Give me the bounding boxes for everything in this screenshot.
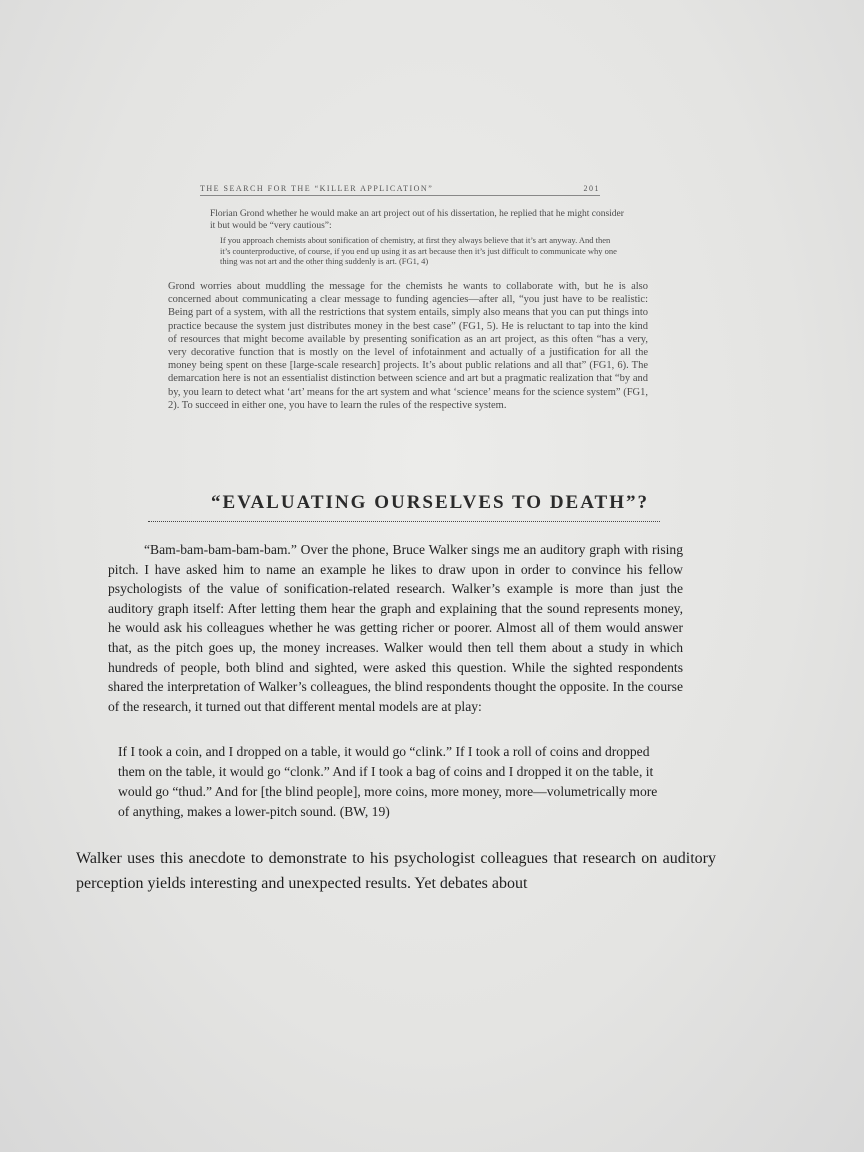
page-number: 201 [583,184,600,193]
paragraph-walker: “Bam-bam-bam-bam-bam.” Over the phone, Bruce Walker sings me an auditory graph with rising pitch. I have asked him to name an example he likes to draw upon in order to convince his fellow psychologists of the value of sonification-related research. Walker’s example is more than just the auditory graph itself: After letting them hear the graph and explaining that the sound represents money, he would ask his colleagues whether he was getting richer or poorer. Almost all of them would answer that, as the pitch goes up, the money increases. Walker would then tell them about a study in which hundreds of people, both blind and sighted, were asked this question. While the sighted respondents shared the interpretation of Walker’s colleagues, the blind respondents thought the opposite. In the course of the research, it turned out that different mental models are at play: [108,542,683,714]
section-heading-rule [148,521,660,522]
block-quote-walker: If I took a coin, and I dropped on a table, it would go “clink.” If I took a roll of coins and dropped them on the table, it would go “clonk.” And if I took a bag of coins and I dropped it on the table, it would go “thud.” And for [the blind people], more coins, more money, more—volumetrically more of anything, makes a lower-pitch sound. (BW, 19) [118,744,658,819]
block-quote-grond: If you approach chemists about sonification of chemistry, at first they always believe that it’s art anyway. And then it’s counterproductive, of course, if you end up using it as art because then it’s just difficult to communicate why one thing was not art and the other thing suddenly is art. (FG1, 4) [220,235,617,266]
section-heading: “EVALUATING OURSELVES TO DEATH”? [211,492,649,513]
running-head-title: THE SEARCH FOR THE “KILLER APPLICATION” [200,184,434,193]
paragraph-grond-intro: Florian Grond whether he would make an art project out of his dissertation, he replied that he might consider it but would be “very cautious”: [210,209,624,231]
running-head [200,184,600,193]
running-head-rule [200,195,600,196]
paragraph-walker-anecdote: Walker uses this anecdote to demonstrate to his psychologist colleagues that research on auditory perception yields interesting and unexpected results. Yet debates about [76,850,716,892]
paragraph-grond-worries: Grond worries about muddling the message for the chemists he wants to collaborate with, but he is also concerned about communicating a clear message to funding agencies—after all, “you just have to be realistic: Being part of a system, with all the restrictions that system entails, simply also means that you can put things into practice because the system just distributes money in the best case” (FG1, 5). He is reluctant to tap into the kind of resources that might become available by presenting sonification as an art project, as this often “has a very, very decorative function that is mostly on the level of infotainment and actually of a justification for all the money being spent on these [large-scale research] projects. It’s about public relations and all that” (FG1, 6). The demarcation here is not an essentialist distinction between science and art but a pragmatic realization that “by and by, you learn to detect what ‘art’ means for the art system and what ‘science’ means for the science system” (FG1, 2). To succeed in either one, you have to learn the rules of the respective system. [168,281,648,411]
